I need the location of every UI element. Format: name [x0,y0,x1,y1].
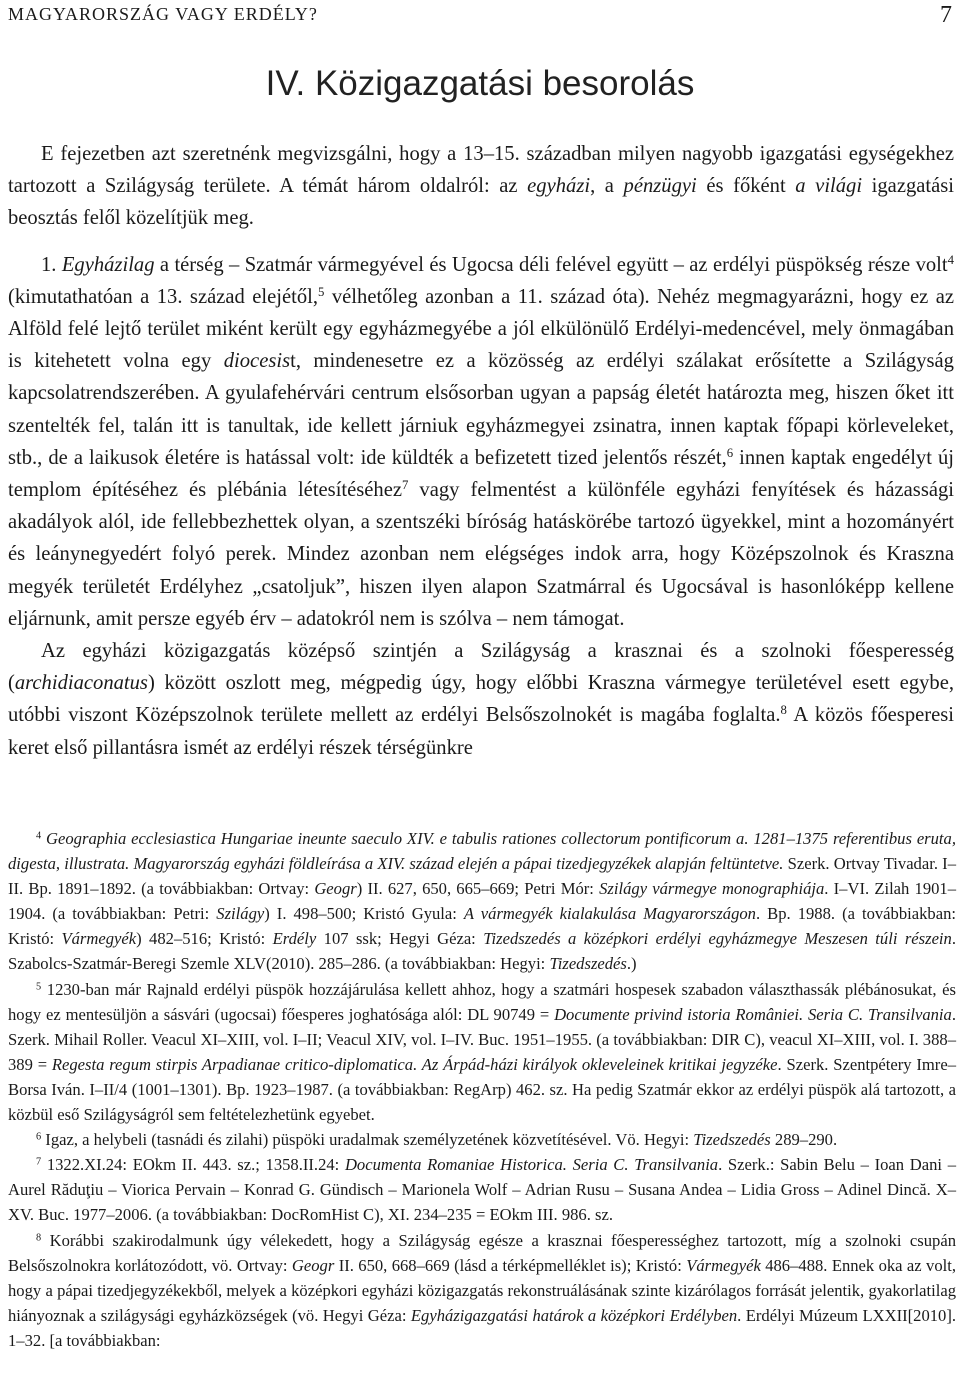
footnote-ref-7[interactable]: 7 [402,478,409,493]
text-run: innen kaptak engedélyt új templom építéséhez és plébánia létesítéséhez [8,446,955,502]
footnote-number: 5 [36,980,42,992]
text-run: ) 482–516; Kristó: [136,929,273,949]
text-run: . Szerk.: Sabin Belu – Ioan Dani – Aurel Răduţiu – Viorica Pervain – Konrad G. Gündisch – Marionela Wolf – Adrian Rusu – Susana Andea – Lidia Gross – Adinel Dincă. X–XV. Buc. 1977–2006. (a továbbiakban: DocRomHist C), XI. 234–235 = EOkm III. 986. sz. [8,1155,956,1225]
italic-run: Tizedszedés [693,1130,771,1150]
italic-run: Egyházilag [61,253,155,276]
text-run: 1322.XI.24: EOkm II. 443. sz.; 1358.II.24: [41,1155,345,1175]
italic-run: Documente privind istoria României. Seria C. Transilvania [554,1004,952,1024]
footnote-ref-5[interactable]: 5 [318,284,325,299]
italic-run: Egyházigazgatási határok a középkori Erdélyben [410,1305,738,1325]
text-run: . Erdélyi Múzeum LXXII[2010]. 1–32. [a továbbiakban: [8,1305,957,1350]
italic-run: Regesta regum stirpis Arpadianae critico-diplomatica. Az Árpád-házi királyok okleveleinek kritikai jegyzéke [51,1054,778,1074]
text-run: ) között oszlott meg, mégpedig úgy, hogy előbbi Kraszna vármegye területével esett egybe, utóbbi viszont Középszolnok területe mellett az erdélyi Belsőszolnokét is magába foglalta. [8,672,954,727]
running-title: MAGYARORSZÁG VAGY ERDÉLY? [8,4,318,24]
footnote-number: 8 [36,1231,42,1243]
text-run: vélhetőleg azonban a 11. század óta). Nehéz megmagyarázni, hogy ez az Alföld felé lejtő terület miként került egy egyházmegyébe a jól elkülönülő Erdélyi-medencével, mely önmagában is kitehetett volna egy [8,285,954,373]
italic-run: pénzügyi [623,175,697,198]
footnote-ref-6[interactable]: 6 [726,445,734,460]
footnote-6 [8,1127,956,1152]
text-run: vagy felmentést a különféle egyházi fenyítések és házassági akadályok alól, ide fellebbezhettek olyan, a szentszéki bíróság hatáskörébe tartozó ügyekkel, mint a hozományért és leánynegyedért folyó perek. Mindez azonban nem elégséges indok arra, hogy Középszolnok és Kraszna megyék területét Erdélyhez „csatoljuk”, hiszen ilyen alapon Szatmárral és Ugocsával is hasonlóképp kellene eljárnunk, amit persze egyéb érv – adatokról nem is szólva – nem támogat. [8,479,954,630]
footnote-8 [8,1228,956,1353]
text-run: 107 ssk; Hegyi Géza: [316,929,484,949]
text-run: 289–290. [770,1130,838,1150]
text-run: Az egyházi közigazgatás középső szintjén a Szilágyság a krasznai és a szolnoki főesperesség ( [8,640,954,695]
intro-paragraph [8,138,954,235]
italic-run: Tizedszedés [549,954,627,974]
text-run: II. 650, 668–669 (lásd a térképmelléklet is); Kristó: [334,1255,687,1275]
text-run: (kimutathatóan a 13. század elejétől, [8,285,319,308]
italic-run: Documenta Romaniae Historica. Seria C. Transilvania [344,1155,719,1175]
text-run: A közös főesperesi keret első pillantásra ismét az erdélyi részek térségünkre [8,704,954,759]
text-run: a térség – Szatmár vármegyével és Ugocsa déli felével együtt – az erdélyi püspökség része volt [154,253,948,276]
text-run: . Bp. 1988. (a továbbiakban: Kristó: [8,904,956,949]
italic-run: Geographia ecclesiastica Hungariae ineunte saeculo XIV. e tabulis rationes collectorum pontificorum a. 1281–1375 referentibus eruta, digesta, illustrata. Magyarország egyházi földleírása a XIV. század elején a pápai tizedjegyzékek alapján feltüntetve. [8,829,956,874]
text-run: Korábbi szakirodalmunk úgy vélekedett, hogy a Szilágyság egésze a krasznai főesperességhez tartozott, míg a szolnoki csupán Belsőszolnokra korlátozódott, vö. Ortvay: [8,1230,956,1275]
italic-run: A vármegyék kialakulása Magyarországon [463,904,756,924]
text-run: igazgatási beosztás felől közelítjük meg. [8,175,954,230]
main-text [8,138,954,764]
footnote-5 [8,977,956,1128]
text-run: t, mindenesetre ez a közösség az erdélyi szálakat erősítette a Szilágyság kapcsolatrendszerében. A gyulafehérvári centrum elsősorban ugyan a papság életét határozta meg, hiszen őket itt szentelték fel, talán itt is tanultak, ide kellett járniuk egyházmegyei zsinatra, innen kaptak főpapi körleveleket, stb., de a laikusok életére is hatással volt: ide küldték a befizetett tized jelentős részét, [8,350,954,469]
page-number: 7 [940,2,952,28]
text-run: ) I. 498–500; Kristó Gyula: [264,904,464,924]
italic-run: Tizedszedés a középkori erdélyi egyházmegye Meszesen túli részein [483,929,952,949]
text-run: , a [590,175,624,198]
paragraph-1 [8,249,954,635]
footnotes [8,826,956,1353]
text-run: 1230-ban már Rajnald erdélyi püspök hozzájárulása kellett ahhoz, hogy a szatmári hospesek szabadon választhassák plébánosukat, és hogy ez mentesüljön a sásvári (ugocsai) főesperes joghatósága alól: DL 90749 = [8,979,956,1024]
text-run: 1. [41,253,62,276]
italic-run: Geogr [291,1255,335,1275]
footnote-number: 6 [36,1131,42,1143]
paragraph-2 [8,635,954,764]
text-run: Igaz, a helybeli (tasnádi és zilahi) püspöki uradalmak személyzetének közvetítésével. Vö. Hegyi: [41,1130,694,1150]
text-run: E fejezetben azt szeretnénk megvizsgálni, hogy a 13–15. században milyen nagyobb igazgatási egységekhez tartozott a Szilágyság területe. A témát három oldalról: az [8,143,954,198]
italic-run: a világi [795,175,863,198]
italic-run: diocesis [223,350,291,373]
footnote-ref-4[interactable]: 4 [947,252,954,267]
italic-run: archidiaconatus [14,672,148,695]
text-run: ) II. 627, 650, 665–669; Petri Mór: [356,879,600,899]
italic-run: Vármegyék [61,929,137,949]
italic-run: egyházi [527,175,591,198]
footnote-ref-8[interactable]: 8 [780,703,787,718]
footnote-7 [8,1152,956,1227]
footnote-number: 7 [36,1156,42,1168]
text-run: Szerk. Ortvay Tivadar. I–II. Bp. 1891–1892. (a továbbiakban: Ortvay: [8,854,957,899]
text-run: .) [626,954,637,974]
footnote-4 [8,826,956,977]
chapter-title: IV. Közigazgatási besorolás [265,64,695,103]
text-run: 486–488. Ennek oka az volt, hogy a pápai tizedjegyzékekből, melyek a középkori egyházi közigazgatás rekonstruálásának szinte kizárólagos forrását jelentik, gyakorlatilag hiányoznak a szilágysági egyházközségek (vö. Hegyi Géza: [8,1255,957,1325]
footnote-number: 4 [36,830,42,842]
text-run: . I–VI. Zilah 1901–1904. (a továbbiakban: Petri: [8,879,957,924]
italic-run: Erdély [272,929,317,949]
text-run: . Szerk. Szentpétery Imre–Borsa Iván. I–II/4 (1001–1301). Bp. 1923–1987. (a továbbiakban: RegArp) 462. sz. Ha pedig Szatmár ekkor az erdélyi püspök alá tartozott, a közbül eső Szilágyságról sem feltételezhetünk egyebet. [8,1054,956,1125]
text-run: és főként [696,175,796,198]
italic-run: Szilágy [216,904,265,924]
text-run: . Szerk. Mihail Roller. Veacul XI–XIII, vol. I–II; Veacul XIV, vol. I–IV. Buc. 1951–1955. (a továbbiakban: DIR C), veacul XI–XIII, vol. I. 388–389 = [8,1004,956,1074]
text-run: . Szabolcs-Szatmár-Beregi Szemle XLV(2010). 285–286. (a továbbiakban: Hegyi: [8,929,956,974]
italic-run: Geogr [314,879,357,899]
running-header [8,4,952,30]
italic-run: Szilágy vármegye monographiája [599,879,825,899]
italic-run: Vármegyék [686,1255,761,1275]
